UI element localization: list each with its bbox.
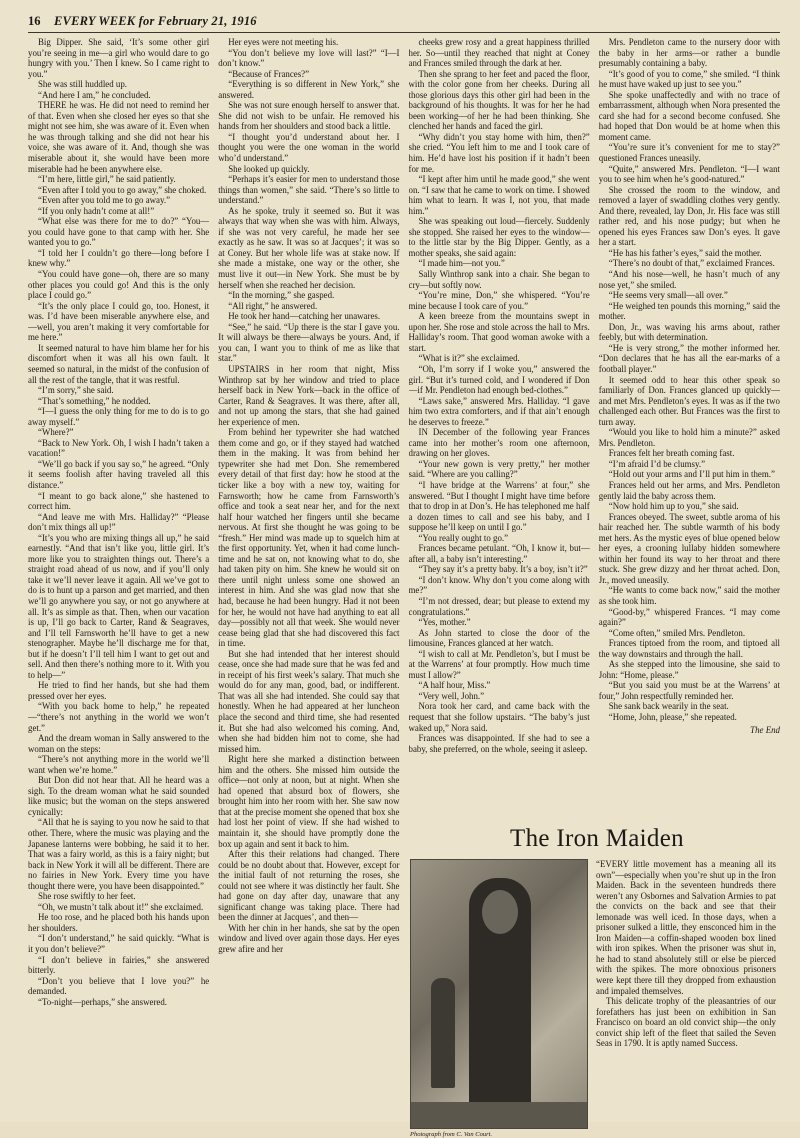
column-1 xyxy=(28,37,209,1117)
col4-paragraph: Frances felt her breath coming fast. xyxy=(608,448,735,459)
article-paragraph-1: “EVERY little movement has a meaning all its own”—especially when you’re shut up in the Iron Maiden. Back in the seventeen hundreds there weren’t any Osbornes and Salvation Armies to pat the convicts on the back and see that their lemonade was well iced. In those days, when a prisoner sulked a little, they ensconced him in the Iron Maiden—a coffin-shaped wooden box lined with iron spikes. When the prisoner was shut in, he had to stand absolutely still or else be pierced with the spikes. The more obnoxious prisoners were kept there till they dropped from exhaustion and impaled themselves. xyxy=(596,859,776,996)
col3-paragraph: Frances became petulant. “Oh, I know it, but—after all, a baby isn’t interesting.” xyxy=(408,543,590,564)
col3-paragraph: “You really ought to go.” xyxy=(418,532,509,543)
col1-paragraph: “I—I guess the only thing for me to do is to go away myself.” xyxy=(28,406,210,427)
col4-paragraph: “And his nose—well, he hasn’t much of any nose yet,” she smiled. xyxy=(598,269,780,290)
col4-paragraph: “It’s good of you to come,” she smiled. “I think he must have waked up just to see you.” xyxy=(598,68,780,90)
col1-paragraph: “You could have gone—oh, there are so many other places you could go! And this is the only place I could go.” xyxy=(28,269,210,301)
iron-maiden-article xyxy=(410,825,776,1138)
col2-paragraph: After this their relations had changed. There could be no doubt about that. However, except for the initial fault of not returning the roses, she could not see where it was distinctly her fault. She had gone on day after day, unaware that any significant change was taking place. There had been the dinner at Jacques’, and then— xyxy=(218,849,400,923)
col1-paragraph: “If you only hadn’t come at all!” xyxy=(38,205,155,216)
col1-paragraph: Big Dipper. She said, ‘It’s some other girl you’re seeing in me—a girl who would dare to go hungry with you.’ Then I knew. So I came right to you.” xyxy=(28,37,210,79)
col4-paragraph: “Good-by,” whispered Frances. “I may come again?” xyxy=(598,606,780,628)
col2-paragraph: Right here she marked a distinction between him and the others. She missed him outside the office—not only at noon, but at night. When she had opened that absurd box of flowers, she brought him into her room with her. She saw now that at the precise moment she opened that box she had lost her point of view. If she had wished to maintain it, she should have promptly done the box up again and sent it back to him. xyxy=(218,754,400,849)
col4-paragraph: “He has his father’s eyes,” said the mother. xyxy=(608,247,762,258)
col4-paragraph: “Now hold him up to you,” she said. xyxy=(608,501,739,512)
col2-paragraph: She was not sure enough herself to answer that. She did not wish to be unfair. He removed his hands from her shoulders and stood back a little. xyxy=(218,100,400,132)
col4-paragraph: “Home, John, please,” she repeated. xyxy=(608,712,737,722)
col1-paragraph: “Oh, we mustn’t talk about it!” she exclaimed. xyxy=(38,901,204,912)
col4-paragraph: It seemed odd to hear this other speak so familiarly of Don. Frances glanced up quickly—and met Mrs. Pendleton’s eyes. It was as if the two challenged each other. But Frances was the first to turn away. xyxy=(598,374,780,427)
col3-paragraph: “I kept after him until he made good,” she went on. “I saw that he came to work on time. I showed him what to learn. It was I, not you, that made him.” xyxy=(408,174,590,216)
col3-paragraph: “They say it’s a pretty baby. It’s a boy, isn’t it?” xyxy=(418,564,588,575)
col1-paragraph: “Even after I told you to go away,” she choked. xyxy=(38,184,207,195)
page-number: 16 xyxy=(28,14,41,28)
col1-paragraph: “We’ll go back if you say so,” he agreed. “Only it seems foolish after having traveled all this distance.” xyxy=(28,458,210,490)
col2-paragraph: She looked up quickly. xyxy=(228,163,310,174)
column-2 xyxy=(218,37,399,1117)
col3-paragraph: “I have bridge at the Warrens’ at four,” she answered. “But I thought I might have time before that to drop in at Don’s. He has telephoned me half a dozen times to call and see his baby, and I suppose he’ll keep on until I go.” xyxy=(408,479,590,533)
page-header xyxy=(28,14,780,33)
col3-paragraph: “Your new gown is very pretty,” her mother said. “Where are you calling?” xyxy=(408,458,590,480)
col2-paragraph: “See,” he said. “Up there is the star I gave you. It will always be there—always be yours. And, if you can, I want you to think of me as like that star.” xyxy=(218,321,400,364)
col4-paragraph: She spoke unaffectedly and with no trace of embarrassment, although when Nora presented the card she had for a second become confused. She had hoped that Don would be at home when this moment came. xyxy=(598,89,780,142)
col2-paragraph: “Everything is so different in New York,” she answered. xyxy=(218,79,400,100)
col1-paragraph: She rose swiftly to her feet. xyxy=(38,891,136,902)
col3-paragraph: “Oh, I’m sorry if I woke you,” answered the girl. “But it’s turned cold, and I wondered if Don—if Mr. Pendleton had enough bed-clothes.” xyxy=(408,363,590,396)
col3-paragraph: Sally Winthrop sank into a chair. She began to cry—but softly now. xyxy=(408,269,590,290)
col4-paragraph: “He wants to come back now,” said the mother as she took him. xyxy=(598,585,780,606)
col3-paragraph: “I don’t know. Why don’t you come along with me?” xyxy=(408,574,590,596)
col1-paragraph: She was still huddled up. xyxy=(38,79,127,90)
col4-paragraph: As she stepped into the limousine, she said to John: “Home, please.” xyxy=(598,659,780,680)
col4-paragraph: Don, Jr., was waving his arms about, rather feebly, but with determination. xyxy=(598,321,780,343)
col1-paragraph: He tried to find her hands, but she had them pressed over her eyes. xyxy=(28,680,210,701)
col3-paragraph: “Laws sake,” answered Mrs. Halliday. “I gave him two extra comforters, and if that ain’t enough he deserves to freeze.” xyxy=(408,395,590,427)
col3-paragraph: As John started to close the door of the limousine, Frances glanced at her watch. xyxy=(408,627,590,649)
col3-paragraph: “You’re mine, Don,” she whispered. “You’re mine because I took care of you.” xyxy=(408,290,590,311)
col4-paragraph: She crossed the room to the window, and removed a layer of swaddling clothes very gently. And there, revealed, lay Don, Jr. His face was still rather red, and his nose pudgy; but when he opened his eyes Frances saw Don’s eyes. It gave her a start. xyxy=(598,184,780,248)
col2-paragraph: “All right,” he answered. xyxy=(228,300,318,311)
col2-paragraph: But she had intended that her interest should cease, once she had made sure that he was fed and in receipt of his first week’s salary. That much she would do for any man, good, bad, or indifferent. That was all she had intended. She could say that honestly. When he had appeared at her luncheon place the second and third time, she had resented it. But she had also welcomed his coming. And, when she had bidden him not to come, she had missed him. xyxy=(218,648,400,754)
col4-paragraph: “Would you like to hold him a minute?” asked Mrs. Pendleton. xyxy=(598,427,780,448)
col1-paragraph: “And here I am,” he concluded. xyxy=(38,89,151,100)
end-label: The End xyxy=(750,724,780,735)
col2-paragraph: From behind her typewriter she had watched them come and go, or if they stayed had watched them in the making. It was from behind her typewriter she had met Don. She remembered every detail of that first day: how he stood at the ticker like a boy with a new toy, waiting for Farnsworth; how he came from Farnsworth’s office and took a seat near her, and for the next half hour watched her fingers until she became nervous. At first she thought he was going to be “fresh.” Her mind was made up to squelch him at the first opportunity. Yet, when it had come lunch-time and he sat on, not knowing what to do, she had taken pity on him. She knew he would sit on there until night unless some one showed an interest in him. And she was glad now that she had, because he had been hungry. Had it not been for her, he would not have had anything to eat all day—possibly not all that week. She would never cease being glad that she had discovered this fact in time. xyxy=(218,427,400,649)
col1-paragraph: “Where?” xyxy=(38,427,74,438)
column-4 xyxy=(599,37,780,852)
col2-paragraph: He took her hand—catching her unawares. xyxy=(228,311,381,322)
col4-paragraph: “I’m afraid I’d be clumsy.” xyxy=(608,458,706,469)
col3-paragraph: “I wish to call at Mr. Pendleton’s, but I must be at the Warrens’ at four promptly. How much time must I allow?” xyxy=(408,648,590,680)
col1-paragraph: “That’s something,” he nodded. xyxy=(38,395,151,406)
col1-paragraph: “I told her I couldn’t go there—long before I knew why.” xyxy=(28,247,210,269)
col2-paragraph: “You don’t believe my love will last?” “I—I don’t know.” xyxy=(218,47,400,69)
col3-paragraph: A keen breeze from the mountains swept in upon her. She rose and stole across the hall to Mrs. Halliday’s room. That good woman awoke with a start. xyxy=(408,311,590,353)
col3-paragraph: “I made him—not you.” xyxy=(418,258,505,269)
col4-paragraph: “But you said you must be at the Warrens’ at four,” John respectfully reminded her. xyxy=(598,680,780,701)
col3-paragraph: “A half hour, Miss.” xyxy=(418,680,491,691)
col3-paragraph: Then she sprang to her feet and paced the floor, with the color gone from her cheeks. During all those glorious days this other girl had been in the background of his thoughts. It was for her he had been working—of her he had been thinking. She clenched her hands and faced the girl. xyxy=(408,68,590,132)
col1-paragraph: It seemed natural to have him blame her for his discomfort when it was all his own fault. It seemed so natural, in the midst of the confusion of all the rest of the tangle, that it was restful. xyxy=(28,342,210,385)
col4-paragraph: “He weighed ten pounds this morning,” said the mother. xyxy=(598,300,780,322)
col1-paragraph: And the dream woman in Sally answered to the woman on the steps: xyxy=(28,733,210,754)
col4-paragraph: “Hold out your arms and I’ll put him in them.” xyxy=(608,469,775,480)
article-paragraph-2: This delicate trophy of the pleasantries of our forefathers has just been on exhibition in San Francisco on board an old convict ship—the only convict ship left of the fleet that sailed the Seven Seas in 1790. It is aptly named Success. xyxy=(596,996,776,1049)
col2-paragraph: With her chin in her hands, she sat by the open window and lived over again those days. Her eyes grew afire and her xyxy=(218,922,400,955)
col3-paragraph: “Yes, mother.” xyxy=(418,617,471,628)
col1-paragraph: He too rose, and he placed both his hands upon her shoulders. xyxy=(28,912,210,933)
col1-paragraph: “There’s not anything more in the world we’ll want when we’re home.” xyxy=(28,754,210,775)
col4-paragraph: Mrs. Pendleton came to the nursery door with the baby in her arms—or rather a bundle presumably containing a baby. xyxy=(598,37,780,69)
col1-paragraph: “Back to New York. Oh, I wish I hadn’t taken a vacation!” xyxy=(28,437,210,459)
col1-paragraph: “I’m here, little girl,” he said patiently. xyxy=(38,174,176,185)
col1-paragraph: “It’s the only place I could go, too. Honest, it was. I’d have been miserable anywhere else, and—well, you aren’t making it very comfortable for me here.” xyxy=(28,300,210,343)
col2-paragraph: Her eyes were not meeting his. xyxy=(228,37,339,47)
col1-paragraph: “I don’t understand,” he said quickly. “What is it you don’t believe?” xyxy=(28,933,210,955)
col4-paragraph: “He seems very small—all over.” xyxy=(608,290,728,301)
col2-paragraph: UPSTAIRS in her room that night, Miss Winthrop sat by her window and tried to place herself back in New York—back in the office of Carter, Rand & Seagraves. It was there, after all, and not up among the stars, that she had gained her experience of men. xyxy=(218,363,400,427)
col1-paragraph: “I meant to go back alone,” she hastened to correct him. xyxy=(28,490,210,512)
col1-paragraph: “I’m sorry,” she said. xyxy=(38,385,114,396)
col1-paragraph: “Don’t you believe that I love you?” he demanded. xyxy=(28,975,210,997)
col4-paragraph: “You’re sure it’s convenient for me to stay?” questioned Frances uneasily. xyxy=(598,142,780,164)
col3-paragraph: “Why didn’t you stay home with him, then?” she cried. “You left him to me and I took care of him. He’d have lost his position if it hadn’t been for me. xyxy=(408,131,590,174)
col4-paragraph: “Come often,” smiled Mrs. Pendleton. xyxy=(608,627,746,638)
col3-paragraph: “Very well, John.” xyxy=(418,690,485,701)
col2-paragraph: “Because of Frances?” xyxy=(228,68,310,79)
col3-paragraph: Nora took her card, and came back with the request that she follow upstairs. “The baby’s just waked up,” Nora said. xyxy=(408,701,590,733)
article-text xyxy=(596,859,776,1138)
column-4-body xyxy=(599,37,780,723)
running-title: EVERY WEEK for February 21, 1916 xyxy=(54,14,257,28)
col3-paragraph: cheeks grew rosy and a great happiness thrilled her. So—until they reached that night at Coney and Frances smiled through the dark at her. xyxy=(408,37,590,69)
col3-paragraph: IN December of the following year Frances came into her mother’s room one afternoon, drawing on her gloves. xyxy=(408,427,590,459)
col4-paragraph: “Quite,” answered Mrs. Pendleton. “I—I want you to see him when he’s good-natured.” xyxy=(598,163,780,185)
col1-paragraph: “What else was there for me to do?” “You—you could have gone to that camp with her. She wanted you to go.” xyxy=(28,216,210,248)
column-3 xyxy=(409,37,590,852)
photo-credit: Photograph from C. Van Court. xyxy=(410,1131,493,1138)
col1-paragraph: “Even after you told me to go away.” xyxy=(38,195,171,206)
col1-paragraph: THERE he was. He did not need to remind her of that. Even when she closed her eyes so that she might not see him, she was aware of it. Even when he was through talking and she did not hear his voice, she was aware of it. And, though she was miserable about it, she would have been more miserable had he been anywhere else. xyxy=(28,100,210,174)
col1-paragraph: “And leave me with Mrs. Halliday?” “Please don’t mix things all up!” xyxy=(28,511,210,533)
col1-paragraph: “To-night—perhaps,” she answered. xyxy=(38,996,168,1007)
col2-paragraph: “I thought you’d understand about her. I thought you were the one woman in the world who’d understand.” xyxy=(218,131,400,164)
col3-paragraph: Frances was disappointed. If she had to see a baby, she preferred, on the whole, seeing it asleep. xyxy=(408,733,590,754)
col1-paragraph: “With you back home to help,” he repeated—“there’s not anything in the world we won’t get.” xyxy=(28,701,210,733)
col4-paragraph: Frances held out her arms, and Mrs. Pendleton gently laid the baby across them. xyxy=(598,479,780,501)
col2-paragraph: As he spoke, truly it seemed so. But it was always that way when she was with him. Always, if she was not very careful, he made her see exactly as he saw. It was so at Jacques’; it was so at Coney. But her whole life was at stake now. If she made a mistake, one way or the other, she must live it out—in New York. She must be by herself when she reached her decision. xyxy=(218,205,400,290)
col4-paragraph: Frances tiptoed from the room, and tiptoed all the way downstairs and through the hall. xyxy=(598,638,780,659)
col4-paragraph: “He is very strong,” the mother informed her. “Don declares that he has all the ear-marks of a football player.” xyxy=(598,342,780,374)
col3-paragraph: “I’m not dressed, dear; but please to extend my congratulations.” xyxy=(408,595,590,617)
col1-paragraph: “I don’t believe in fairies,” she answered bitterly. xyxy=(28,954,210,976)
iron-maiden-photo xyxy=(410,859,588,1129)
col2-paragraph: “Perhaps it’s easier for men to understand those things than women,” she said. “There’s so little to understand.” xyxy=(218,174,400,206)
article-title: The Iron Maiden xyxy=(510,825,684,852)
col4-paragraph: “There’s no doubt of that,” exclaimed Frances. xyxy=(608,258,775,269)
col4-paragraph: She sank back wearily in the seat. xyxy=(608,701,729,712)
col3-paragraph: “What is it?” she exclaimed. xyxy=(418,353,520,364)
col3-paragraph: She was speaking out loud—fiercely. Suddenly she stopped. She raised her eyes to the window—to the little star by the Big Dipper. Gently, as a mother speaks, she said again: xyxy=(408,216,590,258)
col4-paragraph: Frances obeyed. The sweet, subtle aroma of his hair reached her. The subtle warmth of his body met hers. As the mystic eyes of blue opened below her eyes, a crooning lullaby hidden somewhere within her found its way to her throat and there stuck. She grew dizzy and her throat ached. Don, Jr., moved uneasily. xyxy=(598,511,780,585)
col1-paragraph: “It’s you who are mixing things all up,” he said earnestly. “And that isn’t like you, little girl. It’s more like you to straighten things out. There’s a straight road ahead of us now, and if you’ll only take it we’ll never leave it again. All we’ve got to do is to hunt up a parson and get married, and then we’ll go anywhere you say, or not go anywhere at all. It’s as simple as that. Then, when our vacation is up, I’ll go back to Carter, Rand & Seagraves, and I’ll tell Farnsworth he’ll have to get a new stenographer. Maybe he’ll discharge me for that, but if he doesn’t I’ll tell him I want to get out and sell. And then there’s nothing more to it. With you to help—” xyxy=(28,532,210,680)
col2-paragraph: “In the morning,” she gasped. xyxy=(228,290,335,301)
col1-paragraph: “All that he is saying to you now he said to that other. There, where the music was playing and the Japanese lanterns were bobbing, he said it to her. That was a fairy world, as this is a fairy night; but back in New York it will all be different. There are no fairies in New York. Every time you have thought there were, you have been disappointed.” xyxy=(28,817,210,891)
col1-paragraph: But Don did not hear that. All he heard was a sigh. To the dream woman what he said sounded like music; but the woman on the steps answered cynically: xyxy=(28,775,210,817)
